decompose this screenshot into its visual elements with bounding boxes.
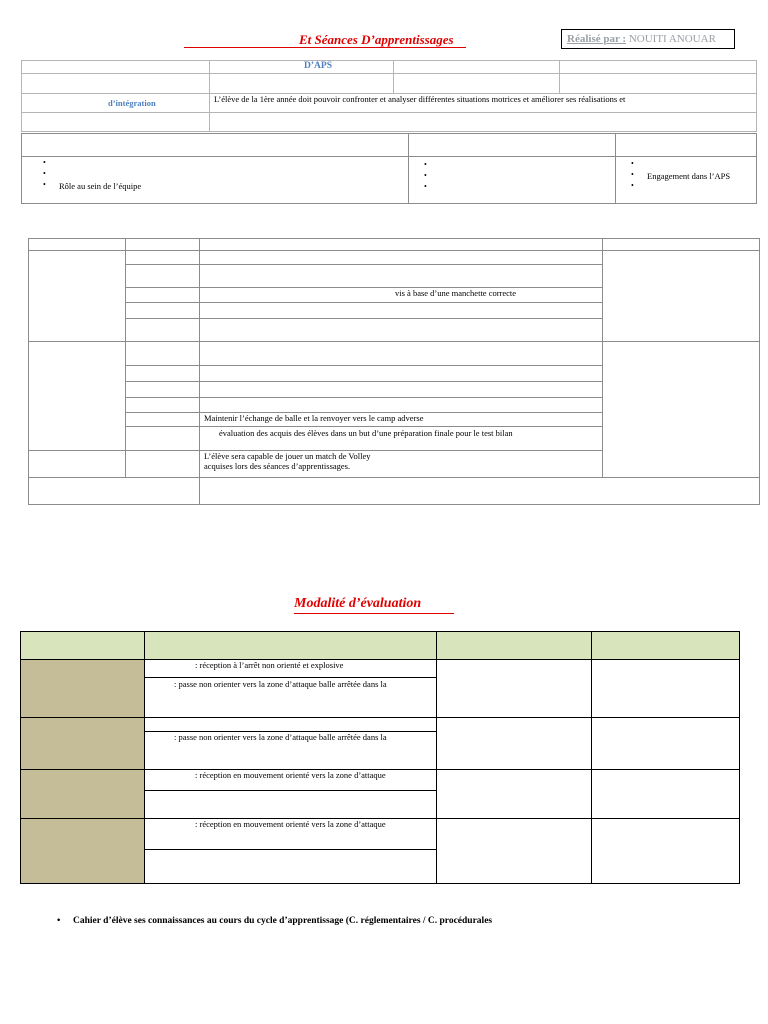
author-name: NOUITI ANOUAR bbox=[628, 33, 716, 45]
eval-r1b: : passe non orienter vers la zone d’attaque balle arrêtée dans la bbox=[174, 679, 387, 689]
role-item: Rôle au sein de l’équipe bbox=[59, 181, 142, 191]
engagement-item: Engagement dans l’APS bbox=[647, 171, 731, 181]
evaluation-row: évaluation des acquis des élèves dans un but d’une préparation finale pour le test bilan bbox=[219, 428, 513, 438]
daps-label: D’APS bbox=[304, 61, 332, 71]
objective-text: L’élève de la 1ère année doit pouvoir confronter et analyser différentes situations motrices et améliorer ses réalisations et bbox=[214, 94, 626, 104]
integration-label: d’intégration bbox=[108, 98, 156, 108]
evaluation-title-underline bbox=[294, 613, 454, 614]
eval-r3a: : réception en mouvement orienté vers la zone d’attaque bbox=[195, 770, 386, 780]
eval-r4a: : réception en mouvement orienté vers la zone d’attaque bbox=[195, 819, 386, 829]
page-title: Et Séances D’apprentissages bbox=[299, 32, 454, 47]
evaluation-title: Modalité d’évaluation bbox=[294, 596, 422, 611]
final-row-line1: L’élève sera capable de jouer un match de Volley bbox=[204, 451, 371, 461]
final-row-line2: acquises lors des séances d’apprentissages. bbox=[204, 461, 351, 471]
echange-row: Maintenir l’échange de balle et la renvoyer vers le camp adverse bbox=[204, 413, 424, 423]
footer-bullet-text: Cahier d’élève ses connaissances au cours du cycle d’apprentissage (C. réglementaires / C. procédurales bbox=[73, 916, 493, 926]
manchette-row: vis à base d’une manchette correcte bbox=[395, 288, 517, 298]
eval-r1a: : réception à l’arrêt non orienté et explosive bbox=[195, 660, 344, 670]
author-box bbox=[561, 29, 735, 49]
eval-r2b: : passe non orienter vers la zone d’attaque balle arrêtée dans la bbox=[174, 732, 387, 742]
author-label: Réalisé par : bbox=[567, 33, 627, 45]
footer-bullet: • bbox=[57, 916, 61, 926]
